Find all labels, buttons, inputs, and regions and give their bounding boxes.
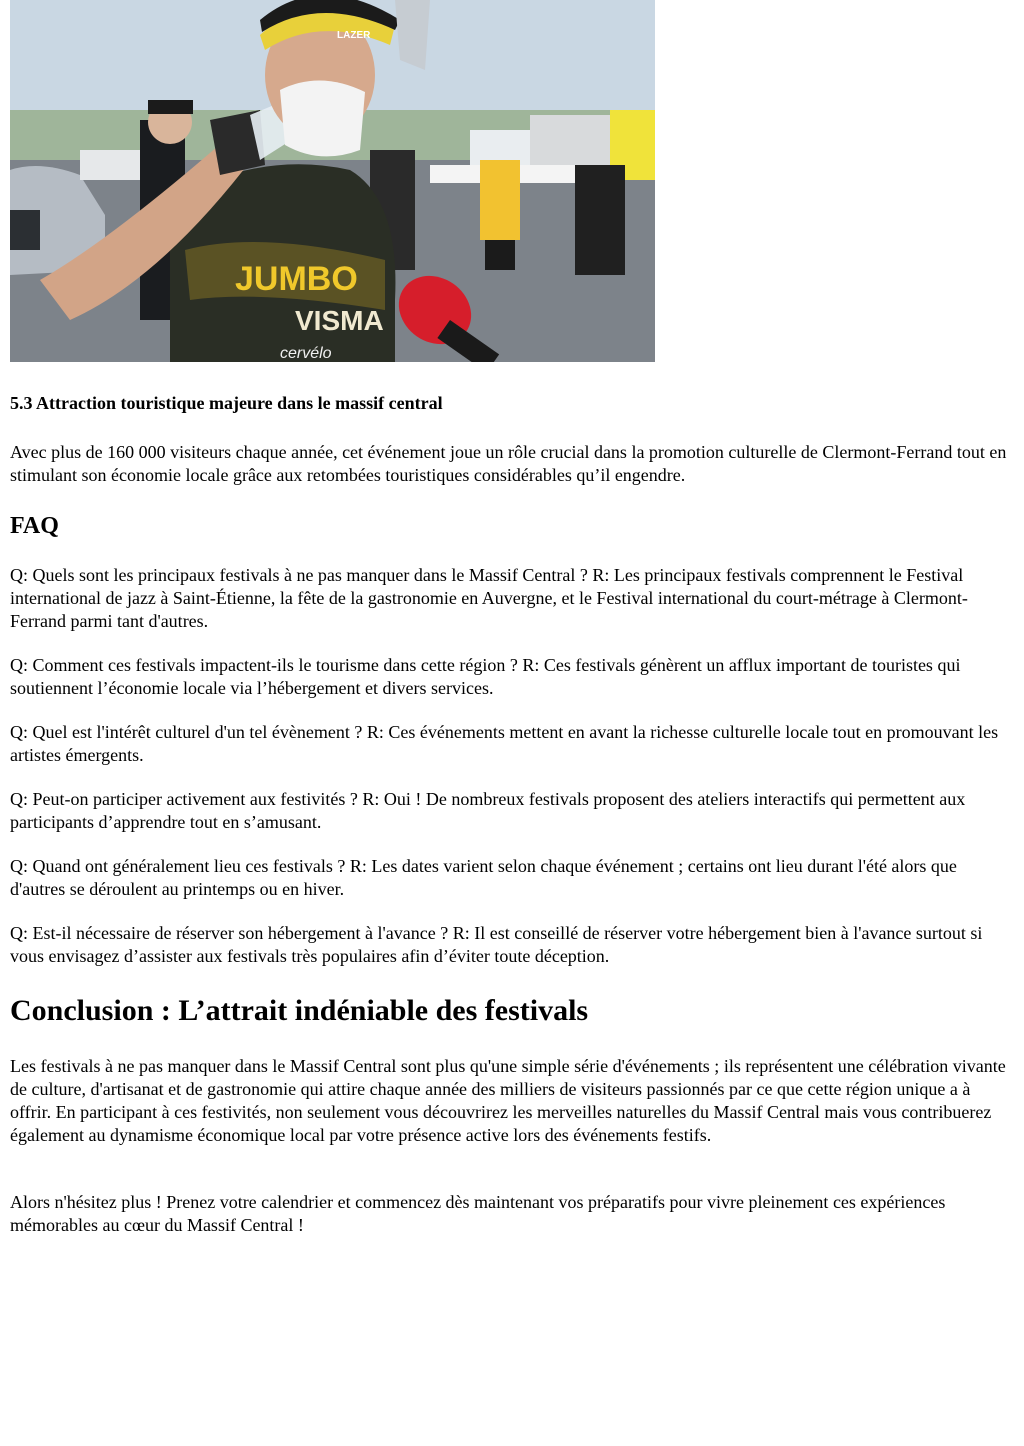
faq-item: Q: Quand ont généralement lieu ces festivals ? R: Les dates varient selon chaque événement ; certains ont lieu durant l'été alors que d'autres se déroulent au printemps ou en hiver.	[10, 856, 957, 899]
faq-item: Q: Est-il nécessaire de réserver son hébergement à l'avance ? R: Il est conseillé de réserver votre hébergement bien à l'avance surtout si vous envisagez d’assister aux festivals très populaires afin d’éviter toute déception.	[10, 923, 983, 966]
faq-item: Q: Quels sont les principaux festivals à ne pas manquer dans le Massif Central ? R: Les principaux festivals comprennent le Festival international de jazz à Saint-Étienne, la fête de la gastronomie en Auvergne, et le Festival international du court-métrage à Clermont-Ferrand parmi tant d'autres.	[10, 565, 968, 631]
conclusion-heading: Conclusion : L’attrait indéniable des festivals	[10, 994, 589, 1027]
jersey-text-2: VISMA	[295, 305, 384, 336]
section-paragraph: Avec plus de 160 000 visiteurs chaque année, cet événement joue un rôle crucial dans la promotion culturelle de Clermont-Ferrand tout en stimulant son économie locale grâce aux retombées touristiques considérables qu’il engendre.	[10, 442, 1007, 485]
jersey-text-3: cervélo	[280, 345, 332, 362]
section-heading: 5.3 Attraction touristique majeure dans le massif central	[10, 393, 443, 413]
faq-item: Q: Quel est l'intérêt culturel d'un tel évènement ? R: Ces événements mettent en avant la richesse culturelle locale tout en promouvant les artistes émergents.	[10, 722, 999, 765]
faq-heading: FAQ	[10, 513, 59, 539]
faq-item: Q: Peut-on participer activement aux festivités ? R: Oui ! De nombreux festivals proposent des ateliers interactifs qui permettent aux participants d’apprendre tout en s’amusant.	[10, 789, 966, 832]
cyclist-interview-photo	[10, 0, 655, 362]
photo-illustration	[10, 0, 655, 362]
conclusion-paragraph: Les festivals à ne pas manquer dans le Massif Central sont plus qu'une simple série d'événements ; ils représentent une célébration vivante de culture, d'artisanat et de gastronomie qui attire chaque année des milliers de visiteurs passionnés par ce que cette région unique a à offrir. En participant à ces festivités, non seulement vous découvrirez les merveilles naturelles du Massif Central mais vous contribuerez également au dynamisme économique local par votre présence active lors des événements festifs.	[10, 1056, 1006, 1145]
jersey-text: JUMBO	[235, 260, 358, 298]
faq-item: Q: Comment ces festivals impactent-ils le tourisme dans cette région ? R: Ces festivals génèrent un afflux important de touristes qui soutiennent l’économie locale via l’hébergement et divers services.	[10, 655, 961, 698]
helmet-text: LAZER	[337, 30, 371, 41]
conclusion-paragraph: Alors n'hésitez plus ! Prenez votre calendrier et commencez dès maintenant vos préparatifs pour vivre pleinement ces expériences mémorables au cœur du Massif Central !	[10, 1192, 946, 1235]
